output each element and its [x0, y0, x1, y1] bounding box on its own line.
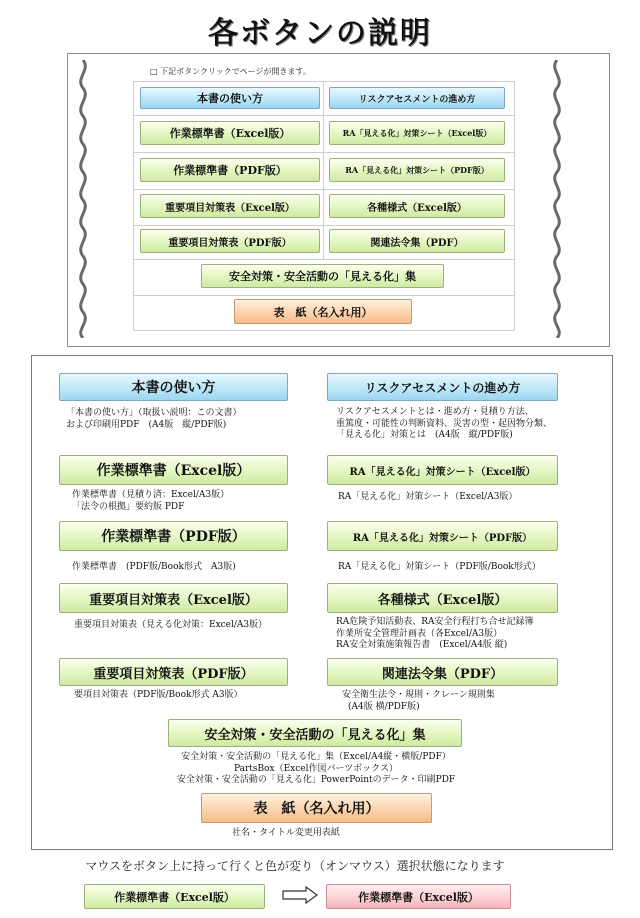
menu-ra-button[interactable]: リスクアセスメントの進め方 — [329, 87, 505, 109]
menu-ra-pdf-button[interactable]: RA「見える化」対策シート（PDF版） — [329, 158, 505, 182]
page-title: 各ボタンの説明 — [208, 16, 432, 51]
menu-juyo-pdf-button[interactable]: 重要項目対策表（PDF版） — [140, 229, 320, 253]
detail-juyo-excel-desc: 重要項目対策表（見える化対策：Excel/A3版） — [74, 620, 268, 630]
menu-honsho-button[interactable]: 本書の使い方 — [140, 87, 320, 109]
menu-sagyo-pdf-button[interactable]: 作業標準書（PDF版） — [140, 158, 320, 182]
menu-kakushu-button[interactable]: 各種様式（Excel版） — [329, 194, 505, 218]
menu-ra-excel-button[interactable]: RA「見える化」対策シート（Excel版） — [329, 121, 505, 145]
detail-ra-excel-button[interactable]: RA「見える化」対策シート（Excel版） — [327, 455, 558, 485]
menu-juyo-excel-button[interactable]: 重要項目対策表（Excel版） — [140, 194, 320, 218]
detail-kanren-button[interactable]: 関連法令集（PDF） — [327, 658, 558, 686]
detail-ra-desc: リスクアセスメントとは・進め方・見積り方法、 重篤度・可能性の判断資料、災害の型・起因物分類、 「見える化」対策とは (A4版 縦/PDF版) — [336, 407, 553, 440]
detail-juyo-pdf-desc: 要項目対策表（PDF版/Book形式 A3版） — [74, 690, 243, 700]
detail-kakushu-button[interactable]: 各種様式（Excel版） — [327, 583, 558, 613]
detail-kanren-desc: 安全衛生法令・規則・クレーン規則集 (A4版 横/PDF版) — [342, 690, 495, 712]
menu-note: □ 下記ボタンクリックでページが開きます。 — [150, 67, 311, 76]
right-ornament-icon — [547, 60, 567, 338]
hover-demo-active-button[interactable]: 作業標準書（Excel版） — [326, 884, 511, 909]
hover-note: マウスをボタン上に持って行くと色が変り（オンマウス）選択状態になります — [85, 859, 505, 873]
detail-honsho-button[interactable]: 本書の使い方 — [59, 373, 288, 401]
menu-kanren-button[interactable]: 関連法令集（PDF） — [329, 229, 505, 253]
detail-ra-button[interactable]: リスクアセスメントの進め方 — [327, 373, 558, 401]
detail-sagyo-pdf-desc: 作業標準書 (PDF版/Book形式 A3版) — [72, 562, 236, 572]
detail-anzen-desc: 安全対策・安全活動の「見える化」集（Excel/A4縦・横版/PDF） PartsBox（Excel作図パーツボックス） 安全対策・安全活動の「見える化」PowerPointのデータ・印刷PDF — [176, 752, 456, 785]
menu-anzen-button[interactable]: 安全対策・安全活動の「見える化」集 — [201, 264, 444, 288]
detail-ra-excel-desc: RA「見える化」対策シート（Excel/A3版） — [338, 492, 518, 502]
detail-juyo-pdf-button[interactable]: 重要項目対策表（PDF版） — [59, 658, 288, 686]
detail-kakushu-desc: RA危険予知活動表、RA安全行程打ち合せ記録簿 作業所安全管理計画表（各Excel/A3版） RA安全対策施策報告書 (Excel/A4版 縦) — [336, 617, 534, 650]
detail-sagyo-pdf-button[interactable]: 作業標準書（PDF版） — [59, 521, 288, 551]
detail-juyo-excel-button[interactable]: 重要項目対策表（Excel版） — [59, 583, 288, 613]
detail-sagyo-excel-desc: 作業標準書（見積り済：Excel/A3版） 「法令の根拠」要約版 PDF — [72, 490, 230, 512]
hover-demo-normal-button[interactable]: 作業標準書（Excel版） — [84, 884, 265, 909]
detail-honsho-desc: 「本書の使い方」（取扱い説明：この文書） および印刷用PDF (A4版 縦/PDF版) — [66, 408, 242, 430]
menu-hyoshi-button[interactable]: 表 紙（名入れ用） — [234, 299, 412, 324]
left-ornament-icon — [73, 60, 93, 338]
detail-ra-pdf-button[interactable]: RA「見える化」対策シート（PDF版） — [327, 521, 558, 551]
detail-anzen-button[interactable]: 安全対策・安全活動の「見える化」集 — [168, 719, 462, 747]
detail-hyoshi-desc: 社名・タイトル変更用表紙 — [232, 828, 340, 838]
menu-sagyo-excel-button[interactable]: 作業標準書（Excel版） — [140, 121, 320, 145]
arrow-right-icon — [282, 886, 318, 904]
detail-sagyo-excel-button[interactable]: 作業標準書（Excel版） — [59, 455, 288, 485]
detail-hyoshi-button[interactable]: 表 紙（名入れ用） — [201, 793, 432, 823]
detail-ra-pdf-desc: RA「見える化」対策シート（PDF版/Book形式） — [338, 562, 541, 572]
